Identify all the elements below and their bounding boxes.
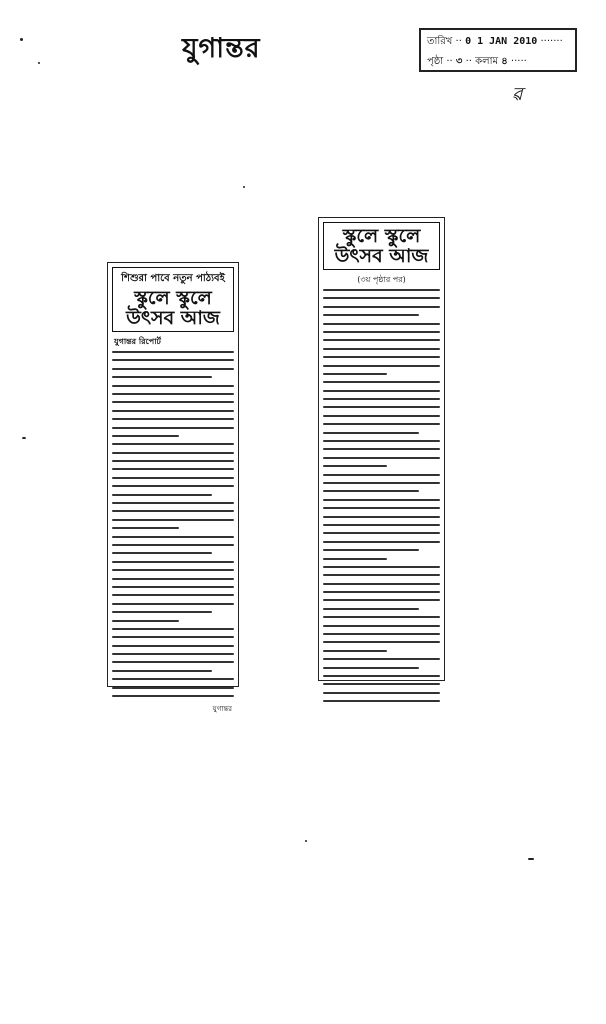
text-line [323, 667, 419, 669]
text-line [323, 348, 440, 350]
text-line [112, 418, 234, 420]
masthead: যুগান্তর [182, 33, 261, 64]
headline-box [112, 267, 234, 332]
headline-text: স্কুলে স্কুলে উৎসব আজ [334, 225, 429, 267]
headline-text: স্কুলে স্কুলে উৎসব আজ [126, 287, 220, 329]
scan-speck [20, 38, 23, 41]
text-line [112, 477, 234, 479]
text-line [323, 558, 387, 560]
text-line [112, 427, 234, 429]
text-line [112, 578, 234, 580]
kicker-text: শিশুরা পাবে নতুন পাঠ্যবই [121, 273, 225, 284]
text-line [323, 507, 440, 509]
text-line [323, 625, 440, 627]
article-body-left [112, 351, 234, 697]
text-line [323, 683, 440, 685]
text-line [323, 700, 440, 702]
stamp-page-value: ৩ [455, 56, 463, 67]
scan-speck [305, 840, 307, 842]
text-line [323, 524, 440, 526]
text-line [323, 440, 440, 442]
text-line [112, 494, 212, 496]
text-line [323, 633, 440, 635]
text-line [323, 566, 440, 568]
scan-speck [528, 858, 534, 860]
text-line [323, 381, 440, 383]
byline-text: যুগান্তর রিপোর্ট [114, 337, 161, 346]
stamp-date-row: তারিখ ·· 0 1 JAN 2010 ······· [427, 36, 563, 47]
text-line [323, 331, 440, 333]
text-line [112, 586, 234, 588]
text-line [112, 410, 234, 412]
text-line [112, 376, 212, 378]
text-line [323, 482, 440, 484]
text-line [323, 448, 440, 450]
text-line [112, 435, 179, 437]
text-line [112, 401, 234, 403]
scan-speck [22, 437, 26, 439]
stamp-page-label: পৃষ্ঠা [427, 56, 444, 67]
text-line [323, 641, 440, 643]
text-line [323, 323, 440, 325]
text-line [112, 544, 234, 546]
scan-speck [38, 62, 40, 64]
text-line [323, 432, 419, 434]
text-line [323, 574, 440, 576]
text-line [323, 339, 440, 341]
scan-speck [243, 186, 245, 188]
news-clipping-right [318, 217, 445, 681]
text-line [323, 583, 440, 585]
text-line [112, 510, 234, 512]
archive-stamp [419, 28, 577, 72]
text-line [323, 599, 440, 601]
text-line [112, 485, 234, 487]
clip-credit: যুগান্তর [212, 705, 232, 714]
text-line [112, 645, 234, 647]
text-line [112, 569, 234, 571]
stamp-column-value: ৪ [501, 56, 508, 67]
text-line [323, 616, 440, 618]
text-line [323, 406, 440, 408]
text-line [323, 297, 440, 299]
text-line [323, 591, 440, 593]
text-line [112, 636, 234, 638]
text-line [112, 502, 234, 504]
text-line [112, 687, 234, 689]
text-line [323, 373, 387, 375]
text-line [112, 561, 234, 563]
text-line [112, 452, 234, 454]
text-line [323, 415, 440, 417]
news-clipping-left [107, 262, 239, 714]
text-line [112, 385, 234, 387]
text-line [112, 351, 234, 353]
text-line [323, 549, 419, 551]
text-line [323, 423, 440, 425]
text-line [323, 306, 440, 308]
text-line [323, 356, 440, 358]
text-line [323, 474, 440, 476]
handwritten-initials: ৱ [512, 84, 523, 105]
stamp-column-label: কলাম [475, 56, 499, 67]
text-line [112, 611, 212, 613]
text-line [323, 608, 419, 610]
text-line [323, 390, 440, 392]
text-line [112, 620, 179, 622]
text-line [112, 519, 234, 521]
text-line [323, 365, 440, 367]
text-line [112, 368, 234, 370]
stamp-page-row: পৃষ্ঠা ·· ৩ ·· কলাম ৪ ····· [427, 56, 527, 67]
text-line [112, 552, 212, 554]
text-line [323, 289, 440, 291]
continuation-note: (৩য় পৃষ্ঠার পর) [357, 275, 406, 284]
text-line [112, 661, 234, 663]
text-line [112, 603, 234, 605]
headline-box [323, 222, 440, 270]
article-body-right [323, 289, 440, 702]
text-line [323, 457, 440, 459]
text-line [323, 499, 440, 501]
text-line [112, 695, 234, 697]
text-line [323, 532, 440, 534]
text-line [323, 465, 387, 467]
text-line [112, 443, 234, 445]
text-line [112, 468, 234, 470]
text-line [112, 628, 234, 630]
text-line [112, 653, 234, 655]
text-line [112, 536, 234, 538]
text-line [323, 658, 440, 660]
text-line [112, 594, 234, 596]
text-line [112, 678, 234, 680]
text-line [323, 692, 440, 694]
text-line [323, 490, 419, 492]
text-line [112, 460, 234, 462]
text-line [323, 675, 440, 677]
text-line [323, 314, 419, 316]
text-line [323, 398, 440, 400]
text-line [112, 393, 234, 395]
text-line [323, 541, 440, 543]
stamp-date-label: তারিখ [427, 36, 453, 47]
text-line [323, 516, 440, 518]
text-line [323, 650, 387, 652]
text-line [112, 670, 212, 672]
stamp-date-value: 0 1 JAN 2010 [465, 36, 538, 47]
text-line [112, 527, 179, 529]
text-line [112, 359, 234, 361]
